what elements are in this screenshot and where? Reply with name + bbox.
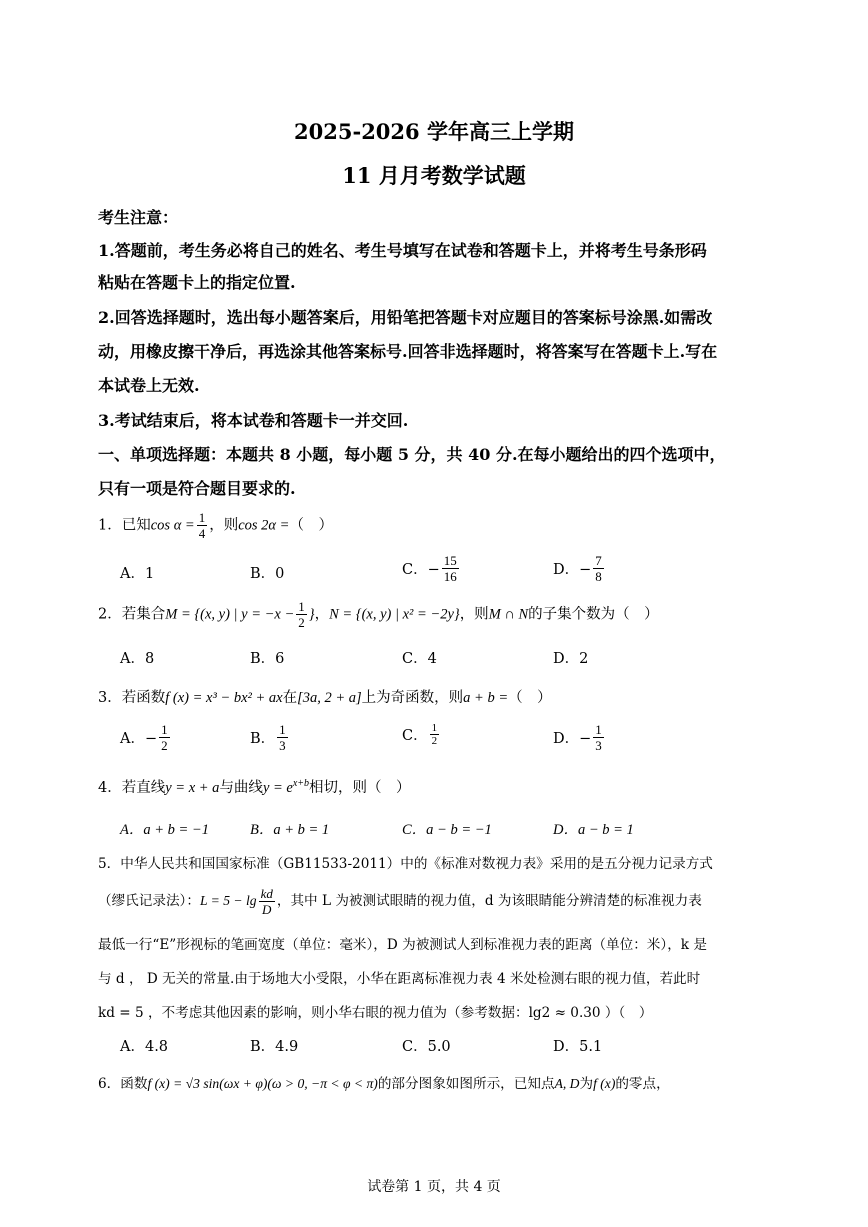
q3-option-a-label: A．−	[120, 731, 158, 747]
notice-line-3: 2.回答选择题时，选出每小题答案后，用铅笔把答题卡对应题目的答案标号涂黑.如需改	[98, 308, 713, 327]
question-5-line5: kd = 5 ，不考虑其他因素的影响，则小华右眼的视力值为（参考数据：lg2 ≈ 0.30 ）（ ）	[98, 1005, 653, 1021]
q3-option-d-label: D．−	[553, 731, 592, 747]
q4-option-a: A．a + b = −1	[120, 822, 209, 838]
q6-tail: 的零点，	[615, 1076, 670, 1092]
q3-option-a	[120, 722, 172, 753]
q5-line2-post: ，其中 L 为被测试眼睛的视力值，d 为该眼睛能分辨清楚的标准视力表	[276, 893, 702, 909]
q3-mid: 在	[282, 690, 298, 706]
q2-intersection: M ∩ N	[488, 606, 529, 623]
q2-post: ，则	[459, 606, 489, 623]
q4-exponent: x+b	[292, 778, 310, 790]
notice-heading: 考生注意：	[98, 208, 179, 227]
question-3	[98, 686, 798, 707]
q3-c-den: 2	[431, 735, 438, 747]
q1-pre: 1．已知	[98, 517, 151, 534]
q4-option-d: D．a − b = 1	[553, 822, 634, 838]
q1-option-d-label: D．−	[553, 562, 592, 578]
q3-option-a-fraction	[159, 722, 170, 753]
q2-option-b: B．6	[250, 651, 285, 667]
q1-cos-a: cos α =	[150, 517, 195, 534]
q1-fraction	[197, 510, 208, 541]
q5-f-num: kd	[260, 886, 273, 901]
q3-option-c-fraction	[430, 722, 440, 747]
q3-a-num: 1	[161, 722, 168, 737]
notice-line-5: 本试卷上无效.	[98, 376, 200, 395]
q3-option-c	[402, 722, 441, 747]
q6-mid: 为	[579, 1076, 594, 1092]
q5-formula: L = 5 − lg	[199, 893, 257, 908]
q1-mid: ，则	[209, 517, 239, 534]
q2-set-m-close: }	[308, 606, 315, 623]
q2-option-c: C．4	[402, 651, 437, 667]
q2-m-den: 2	[298, 615, 305, 630]
q1-frac-num: 1	[198, 510, 206, 525]
q3-expr: a + b =	[463, 690, 509, 706]
q2-option-a: A．8	[120, 651, 155, 667]
q1-d-den: 8	[595, 569, 602, 584]
q3-option-b-fraction	[277, 722, 288, 753]
q2-comma: ，	[314, 606, 330, 623]
question-5-line1: 5．中华人民共和国国家标准（GB11533-2011）中的《标准对数视力表》采用的是五分视力记录方式	[98, 856, 713, 872]
q1-post: （ ）	[289, 517, 333, 534]
q3-option-d	[553, 722, 606, 753]
q5-option-c: C．5.0	[402, 1039, 451, 1055]
q3-option-b-label: B．	[250, 731, 276, 747]
q2-option-d: D．2	[553, 651, 589, 667]
q4-curve: y = e	[262, 780, 293, 796]
q3-func: f (x) = x³ − bx² + ax	[165, 690, 283, 706]
q1-option-c-label: C．−	[402, 562, 440, 578]
q6-func: f (x) = √3 sin(ωx + φ)(ω > 0, −π < φ < π)	[147, 1076, 378, 1091]
q2-set-n: N = {(x, y) | x² = −2y}	[329, 606, 460, 623]
q6-pre: 6．函数	[98, 1076, 148, 1092]
q4-post: 相切，则（ ）	[309, 780, 411, 796]
q3-interval: [3a, 2 + a]	[297, 690, 362, 706]
q5-formula-fraction	[259, 886, 275, 917]
q3-option-d-fraction	[593, 722, 604, 753]
question-5-line2	[98, 886, 798, 917]
notice-line-4: 动，用橡皮擦干净后，再选涂其他答案标号.回答非选择题时，将答案写在答题卡上.写在	[98, 342, 718, 361]
q3-b-den: 3	[279, 738, 286, 753]
q1-option-c-fraction	[442, 553, 459, 584]
q1-option-d	[553, 553, 606, 584]
question-4	[98, 776, 798, 797]
q5-line2-pre: （缪氏记录法）：	[98, 893, 200, 909]
question-6	[98, 1072, 798, 1092]
q3-option-c-label: C．	[402, 728, 428, 744]
q1-option-d-fraction	[593, 553, 604, 584]
q3-c-num: 1	[431, 722, 438, 734]
q6-post: 的部分图象如图所示，已知点	[377, 1076, 555, 1092]
q2-pre: 2．若集合	[98, 606, 166, 623]
question-5-line3: 最低一行“E”形视标的笔画宽度（单位：毫米），D 为被测试人到标准视力表的距离（单位：米），k 是	[98, 937, 707, 953]
q3-b-num: 1	[279, 722, 286, 737]
q2-set-m-fraction	[296, 599, 307, 630]
q1-c-num: 15	[443, 553, 457, 568]
q1-option-b: B．0	[250, 566, 285, 582]
q1-c-den: 16	[443, 569, 457, 584]
notice-line-1: 1.答题前，考生务必将自己的姓名、考生号填写在试卷和答题卡上，并将考生号条形码	[98, 241, 707, 260]
section1-heading-line1: 一、单项选择题：本题共 8 小题，每小题 5 分，共 40 分.在每小题给出的四个选项中，	[98, 445, 726, 464]
notice-line-2: 粘贴在答题卡上的指定位置.	[98, 273, 296, 292]
q2-tail: 的子集个数为（ ）	[528, 606, 659, 623]
q1-cos-2a: cos 2α =	[238, 517, 290, 534]
q3-option-b	[250, 722, 290, 753]
q4-line: y = x + a	[165, 780, 220, 796]
q4-mid: 与曲线	[219, 780, 263, 796]
section1-heading-line2: 只有一项是符合题目要求的.	[98, 479, 296, 498]
q5-option-d: D．5.1	[553, 1039, 603, 1055]
q3-pre: 3．若函数	[98, 690, 166, 706]
exam-title-line1: 2025-2026 学年高三上学期	[294, 119, 574, 144]
q3-d-num: 1	[595, 722, 602, 737]
q4-option-c: C．a − b = −1	[402, 822, 492, 838]
q2-m-num: 1	[298, 599, 305, 614]
q3-tail: （ ）	[508, 690, 552, 706]
q4-pre: 4．若直线	[98, 780, 166, 796]
q1-d-num: 7	[595, 553, 602, 568]
q4-option-b: B．a + b = 1	[250, 822, 330, 838]
q1-option-a: A．1	[120, 566, 155, 582]
notice-line-6: 3.考试结束后，将本试卷和答题卡一并交回.	[98, 411, 409, 430]
page-footer: 试卷第 1 页，共 4 页	[367, 1179, 501, 1195]
question-2	[98, 599, 798, 630]
q5-f-den: D	[262, 902, 272, 917]
q5-option-b: B．4.9	[250, 1039, 299, 1055]
q6-fx: f (x)	[593, 1076, 616, 1091]
q3-post: 上为奇函数，则	[361, 690, 464, 706]
q1-frac-den: 4	[198, 526, 206, 541]
question-1	[98, 510, 798, 541]
q2-set-m: M = {(x, y) | y = −x −	[165, 606, 295, 623]
q3-a-den: 2	[161, 738, 168, 753]
q1-option-c	[402, 553, 461, 584]
q5-option-a: A．4.8	[120, 1039, 169, 1055]
q6-points: A, D	[554, 1076, 580, 1091]
question-5-line4: 与 d ， D 无关的常量.由于场地大小受限，小华在距离标准视力表 4 米处检测右眼的视力值，若此时	[98, 971, 701, 987]
q3-d-den: 3	[595, 738, 602, 753]
exam-title-line2: 11 月月考数学试题	[342, 163, 526, 188]
